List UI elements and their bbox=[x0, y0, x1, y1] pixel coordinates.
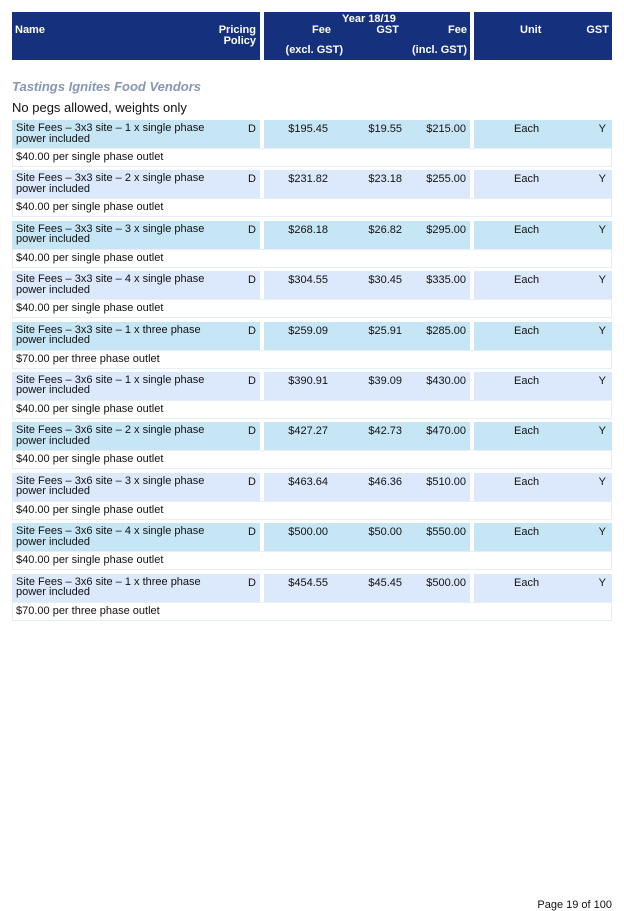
row-fee-incl: $215.00 bbox=[426, 123, 466, 135]
row-name-cell bbox=[12, 120, 260, 148]
row-fee-cell bbox=[264, 170, 470, 198]
row-unit-cell bbox=[474, 372, 612, 400]
row-name: Site Fees – 3x6 site – 1 x three phase power included bbox=[16, 575, 201, 599]
row-main bbox=[12, 574, 612, 602]
header-gst-flag: GST bbox=[586, 24, 609, 36]
row-name: Site Fees – 3x6 site – 1 x single phase power included bbox=[16, 373, 205, 397]
row-pricing-policy: D bbox=[248, 274, 256, 287]
row-main bbox=[12, 120, 612, 148]
row-pricing-policy: D bbox=[248, 123, 256, 135]
row-gst: $30.45 bbox=[368, 274, 402, 287]
table-header bbox=[12, 12, 612, 60]
row-fee-cell bbox=[264, 120, 470, 148]
row-gst-flag: Y bbox=[598, 576, 606, 589]
table-row bbox=[12, 372, 612, 420]
row-gst: $23.18 bbox=[368, 173, 402, 186]
row-name: Site Fees – 3x3 site – 2 x single phase power included bbox=[16, 172, 205, 195]
row-note bbox=[12, 501, 612, 520]
header-gst: GST bbox=[376, 24, 399, 36]
row-name-cell bbox=[12, 473, 260, 501]
row-gst-flag: Y bbox=[598, 526, 606, 539]
row-gst-flag: Y bbox=[598, 374, 606, 387]
table-row bbox=[12, 523, 612, 571]
header-name-block bbox=[12, 12, 260, 60]
row-unit: Each bbox=[514, 475, 540, 488]
row-name-cell bbox=[12, 574, 260, 602]
header-fee-excl: Fee bbox=[312, 24, 331, 36]
table-row bbox=[12, 322, 612, 370]
row-name-cell bbox=[12, 322, 260, 350]
row-name: Site Fees – 3x6 site – 4 x single phase power included bbox=[16, 525, 205, 548]
row-note-text: $40.00 per single phase outlet bbox=[16, 503, 164, 516]
row-note bbox=[12, 450, 612, 469]
row-fee-incl: $500.00 bbox=[426, 576, 466, 589]
row-unit-cell bbox=[474, 523, 612, 551]
row-note bbox=[12, 602, 612, 621]
row-fee-cell bbox=[264, 322, 470, 350]
row-gst: $19.55 bbox=[368, 123, 402, 135]
header-fee-block bbox=[264, 12, 470, 60]
row-gst-flag: Y bbox=[598, 324, 606, 337]
row-fee-excl: $231.82 bbox=[288, 173, 328, 186]
row-fee-cell bbox=[264, 271, 470, 299]
row-gst: $42.73 bbox=[368, 425, 402, 438]
row-fee-incl: $430.00 bbox=[426, 374, 466, 387]
row-name: Site Fees – 3x3 site – 1 x three phase power included bbox=[16, 323, 201, 347]
row-fee-excl: $304.55 bbox=[288, 274, 328, 287]
row-gst: $26.82 bbox=[368, 223, 402, 236]
row-fee-cell bbox=[264, 372, 470, 400]
row-name-cell bbox=[12, 271, 260, 299]
header-year: Year 18/19 bbox=[342, 13, 396, 25]
row-main bbox=[12, 372, 612, 400]
row-fee-cell bbox=[264, 422, 470, 450]
row-name-cell bbox=[12, 170, 260, 198]
table-row bbox=[12, 473, 612, 521]
row-note bbox=[12, 148, 612, 167]
row-unit: Each bbox=[514, 274, 540, 287]
row-main bbox=[12, 473, 612, 501]
row-fee-excl: $427.27 bbox=[288, 425, 328, 438]
header-unit: Unit bbox=[520, 24, 542, 36]
row-name: Site Fees – 3x6 site – 3 x single phase power included bbox=[16, 474, 205, 498]
row-note-text: $70.00 per three phase outlet bbox=[16, 352, 160, 365]
header-fee-excl-sub: (excl. GST) bbox=[285, 44, 343, 56]
row-note bbox=[12, 299, 612, 318]
row-note-text: $70.00 per three phase outlet bbox=[16, 604, 160, 617]
header-fee-incl-sub: (incl. GST) bbox=[412, 44, 467, 56]
row-fee-incl: $295.00 bbox=[426, 223, 466, 236]
table-row bbox=[12, 170, 612, 218]
row-fee-excl: $195.45 bbox=[288, 123, 328, 135]
row-note-text: $40.00 per single phase outlet bbox=[16, 251, 164, 264]
row-unit: Each bbox=[514, 123, 540, 135]
row-pricing-policy: D bbox=[248, 223, 256, 236]
row-fee-cell bbox=[264, 523, 470, 551]
header-fee-incl: Fee bbox=[448, 24, 467, 36]
row-fee-cell bbox=[264, 473, 470, 501]
row-pricing-policy: D bbox=[248, 526, 256, 539]
section-title: Tastings Ignites Food Vendors bbox=[12, 79, 201, 94]
header-pricing-line1: Pricing bbox=[218, 24, 256, 36]
row-fee-incl: $470.00 bbox=[426, 425, 466, 438]
row-unit-cell bbox=[474, 170, 612, 198]
row-note-text: $40.00 per single phase outlet bbox=[16, 554, 164, 567]
table-row bbox=[12, 120, 612, 168]
row-unit-cell bbox=[474, 322, 612, 350]
row-pricing-policy: D bbox=[248, 374, 256, 387]
row-pricing-policy: D bbox=[248, 475, 256, 488]
row-fee-incl: $510.00 bbox=[426, 475, 466, 488]
row-gst: $45.45 bbox=[368, 576, 402, 589]
row-gst-flag: Y bbox=[598, 223, 606, 236]
row-unit: Each bbox=[514, 173, 540, 186]
row-fee-incl: $255.00 bbox=[426, 173, 466, 186]
row-unit-cell bbox=[474, 473, 612, 501]
row-note-text: $40.00 per single phase outlet bbox=[16, 453, 164, 466]
row-gst-flag: Y bbox=[598, 173, 606, 186]
table-row bbox=[12, 221, 612, 269]
row-gst: $39.09 bbox=[368, 374, 402, 387]
row-unit: Each bbox=[514, 324, 540, 337]
row-note bbox=[12, 249, 612, 268]
row-name: Site Fees – 3x6 site – 2 x single phase power included bbox=[16, 424, 205, 447]
table-row bbox=[12, 574, 612, 622]
row-gst: $25.91 bbox=[368, 324, 402, 337]
row-gst-flag: Y bbox=[598, 123, 606, 135]
row-note bbox=[12, 198, 612, 217]
row-unit-cell bbox=[474, 574, 612, 602]
row-note-text: $40.00 per single phase outlet bbox=[16, 302, 164, 315]
row-note-text: $40.00 per single phase outlet bbox=[16, 201, 164, 214]
row-note bbox=[12, 551, 612, 570]
row-gst-flag: Y bbox=[598, 274, 606, 287]
row-fee-excl: $500.00 bbox=[288, 526, 328, 539]
row-name: Site Fees – 3x3 site – 1 x single phase power included bbox=[16, 122, 205, 145]
row-name-cell bbox=[12, 221, 260, 249]
row-fee-incl: $335.00 bbox=[426, 274, 466, 287]
row-main bbox=[12, 170, 612, 198]
page-number: Page 19 of 100 bbox=[537, 899, 612, 911]
row-note bbox=[12, 400, 612, 419]
row-pricing-policy: D bbox=[248, 425, 256, 438]
row-main bbox=[12, 221, 612, 249]
row-pricing-policy: D bbox=[248, 576, 256, 589]
section-subtitle: No pegs allowed, weights only bbox=[12, 100, 187, 115]
row-fee-cell bbox=[264, 221, 470, 249]
table-row bbox=[12, 422, 612, 470]
header-pricing-line2: Policy bbox=[223, 35, 256, 47]
row-pricing-policy: D bbox=[248, 324, 256, 337]
row-unit: Each bbox=[514, 425, 540, 438]
row-name: Site Fees – 3x3 site – 3 x single phase power included bbox=[16, 222, 205, 246]
row-main bbox=[12, 422, 612, 450]
row-gst-flag: Y bbox=[598, 475, 606, 488]
row-name: Site Fees – 3x3 site – 4 x single phase power included bbox=[16, 273, 205, 296]
row-fee-excl: $463.64 bbox=[288, 475, 328, 488]
row-unit: Each bbox=[514, 223, 540, 236]
row-unit: Each bbox=[514, 576, 540, 589]
table-row bbox=[12, 271, 612, 319]
row-gst: $46.36 bbox=[368, 475, 402, 488]
fee-rows bbox=[12, 120, 612, 624]
row-fee-excl: $390.91 bbox=[288, 374, 328, 387]
row-pricing-policy: D bbox=[248, 173, 256, 186]
row-main bbox=[12, 271, 612, 299]
row-name-cell bbox=[12, 422, 260, 450]
row-fee-excl: $454.55 bbox=[288, 576, 328, 589]
row-main bbox=[12, 322, 612, 350]
row-fee-incl: $550.00 bbox=[426, 526, 466, 539]
row-gst-flag: Y bbox=[598, 425, 606, 438]
row-fee-excl: $259.09 bbox=[288, 324, 328, 337]
row-unit-cell bbox=[474, 271, 612, 299]
row-fee-excl: $268.18 bbox=[288, 223, 328, 236]
row-name-cell bbox=[12, 523, 260, 551]
row-gst: $50.00 bbox=[368, 526, 402, 539]
row-fee-cell bbox=[264, 574, 470, 602]
row-fee-incl: $285.00 bbox=[426, 324, 466, 337]
row-unit: Each bbox=[514, 374, 540, 387]
row-main bbox=[12, 523, 612, 551]
row-unit-cell bbox=[474, 422, 612, 450]
row-note-text: $40.00 per single phase outlet bbox=[16, 151, 164, 163]
row-unit: Each bbox=[514, 526, 540, 539]
row-unit-cell bbox=[474, 221, 612, 249]
header-name: Name bbox=[15, 24, 45, 36]
row-note bbox=[12, 350, 612, 369]
row-unit-cell bbox=[474, 120, 612, 148]
header-unit-block bbox=[474, 12, 612, 60]
row-note-text: $40.00 per single phase outlet bbox=[16, 402, 164, 415]
row-name-cell bbox=[12, 372, 260, 400]
